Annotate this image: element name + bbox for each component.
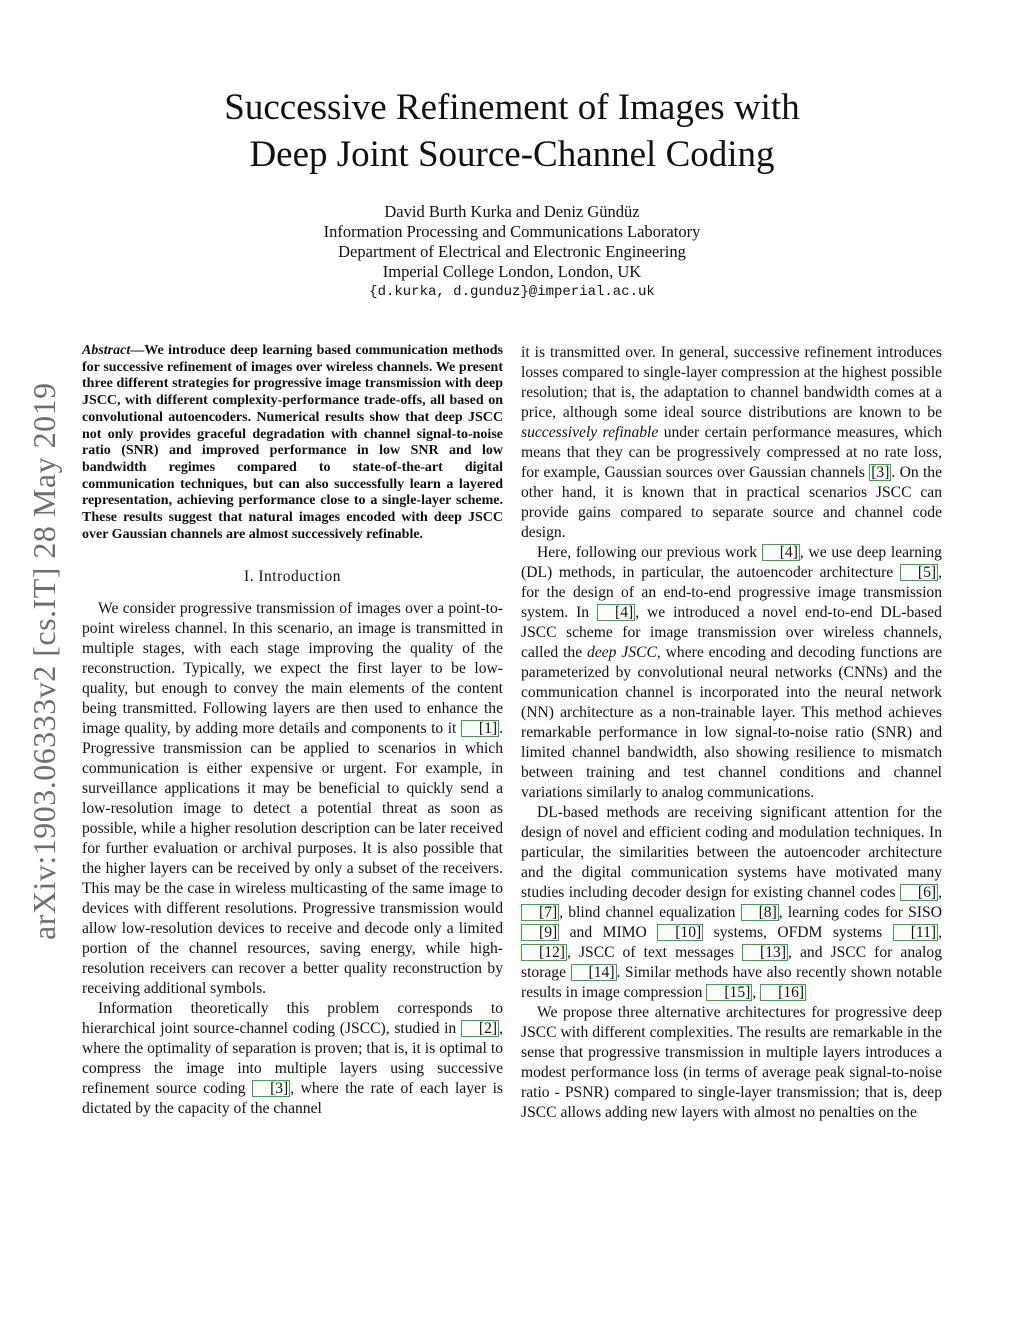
text-run: , for the design of an end-to-end progressive image transmission system. In — [521, 564, 942, 621]
title-line-2: Deep Joint Source-Channel Coding — [249, 134, 775, 175]
section-heading-introduction: I. Introduction — [243, 568, 342, 586]
text-run: . Progressive transmission can be applied to scenarios in which communication is either expensive or urgent. For example, in surveillance applications it may be beneficial to quickly send a low-resolution image to detect a potential threat as soon as possible, while a higher resolution description can be later received for further evaluation or archival purposes. It is also possible that the higher layers can be received by only a subset of the receivers. This may be the case in wireless multicasting of the same image to devices with different resolutions. Progressive transmission would allow low-resolution devices to receive and decode only a limited portion of the channel resources, saving energy, while high-resolution receivers can recover a better quality reconstruction by receiving additional symbols. — [82, 720, 503, 998]
text-run: . On the other hand, it is known that in practical scenarios JSCC can provide gains compared to separate source and channel code design. — [521, 464, 942, 541]
text-run: . Similar methods have also recently shown notable results in image compression — [521, 964, 942, 1001]
intro-paragraph-6: We propose three alternative architectures for progressive deep JSCC with different complexities. The results are remarkable in the sense that progressive transmission in multiple layers introduces a modest performance loss (in terms of average peak signal-to-noise ratio - PSNR) compared to single-layer transmission; that is, deep JSCC allows adding new layers with almost no penalties on the — [521, 1004, 942, 1121]
citation-link[interactable]: [9] — [521, 924, 559, 941]
text-run: , blind channel equalization — [559, 904, 741, 921]
paper-title — [0, 84, 1024, 178]
citation-link[interactable]: [4] — [597, 604, 635, 621]
right-column — [521, 343, 942, 1123]
citation-link[interactable]: [3] — [252, 1080, 290, 1097]
affiliation-institution: Imperial College London, London, UK — [382, 262, 642, 281]
text-run: We consider progressive transmission of images over a point-to-point wireless channel. In this scenario, an image is transmitted in multiple stages, with each stage improving the quality of the reconstruction. Typically, we expect the first layer to be low-quality, but enough to convey the main elements of the content being transmitted. Following layers are then used to enhance the image quality, by adding more details and components to it — [82, 600, 503, 738]
intro-paragraph-1 — [82, 599, 503, 999]
abstract-body: —We introduce deep learning based communication methods for successive refinement of images over wireless channels. We present three different strategies for progressive image transmission with deep JSCC, with different complexity-performance trade-offs, all based on convolutional autoencoders. Numerical results show that deep JSCC not only provides graceful degradation with channel signal-to-noise ratio (SNR) and improved performance in low SNR and low bandwidth regimes compared to state-of-the-art digital communication techniques, but can also successfully learn a layered representation, achieving performance close to a single-layer scheme. These results suggest that natural images encoded with deep JSCC over Gaussian channels are almost successively refinable. — [82, 343, 503, 542]
intro-paragraph-2 — [82, 999, 503, 1119]
intro-paragraph-4 — [521, 543, 942, 803]
emphasis-text: successively refinable — [521, 424, 659, 441]
citation-link[interactable]: [6] — [900, 884, 938, 901]
citation-link[interactable]: [5] — [900, 564, 938, 581]
text-run: , we introduced a novel end-to-end DL-based JSCC scheme for image transmission over wireless channels, called the — [521, 604, 942, 661]
abstract-lead: Abstract — [82, 343, 131, 358]
intro-paragraph-5: DL-based methods are receiving significant attention for the design of novel and efficient coding and modulation techniques. In particular, the similarities between the autoencoder architecture and the digital communication systems have motivated many studies including decoder design for existing channel codes [6] , [7] , blind channel equalization [8] , learning codes for SISO [9] and MIMO [10] systems, OFDM systems [11] , [12] , JSCC of text messages [13] , and JSCC for analog storage [14] . Similar methods have also recently shown notable results in image compression [15] , [16] — [521, 804, 942, 1001]
citation-link[interactable]: [2] — [461, 1020, 499, 1037]
text-run: , where encoding and decoding functions are parameterized by convolutional neural networks (CNNs) and the communication channel is incorporated into the neural network (NN) architecture as a non-trainable layer. This method achieves remarkable performance in low signal-to-noise ratio (SNR) and limited channel bandwidth, also showing resilience to mismatch between training and test channel conditions and channel variations similarly to analog communications. — [521, 644, 943, 801]
arxiv-identifier: arXiv:1903.06333v2 [cs.IT] 28 May 2019 — [26, 382, 62, 940]
affiliation-lab: Information Processing and Communications Laboratory — [323, 222, 701, 241]
left-column — [82, 343, 503, 1119]
author-names: David Burth Kurka and Deniz Gündüz — [384, 202, 640, 221]
citation-link[interactable]: [8] — [741, 904, 779, 921]
text-run: under certain performance measures, which means that they can be progressively compressed at no rate loss, for example, Gaussian sources over Gaussian channels — [521, 424, 942, 481]
citation-link[interactable]: [1] — [461, 720, 499, 737]
author-emails: {d.kurka, d.gunduz}@imperial.ac.uk — [369, 284, 655, 300]
text-run: Here, following our previous work — [537, 544, 762, 561]
affiliation-department: Department of Electrical and Electronic Engineering — [338, 242, 686, 261]
title-line-1: Successive Refinement of Images with — [224, 87, 800, 128]
text-run: DL-based methods are receiving significant attention for the design of novel and efficient coding and modulation techniques. In particular, the similarities between the autoencoder architecture and the digital communication systems have motivated many studies including decoder design for existing channel codes — [521, 804, 942, 901]
abstract — [82, 343, 503, 543]
text-run: , where the optimality of separation is proven; that is, it is optimal to compress the image into multiple layers using successive refinement source coding — [82, 1020, 503, 1098]
citation-link[interactable]: [11] — [893, 924, 938, 941]
citation-link[interactable]: [16] — [760, 984, 806, 1001]
citation-link[interactable]: [4] — [762, 544, 800, 561]
citation-link[interactable]: [14] — [571, 964, 617, 981]
citation-link[interactable]: [12] — [521, 944, 567, 961]
text-run: systems, OFDM systems — [703, 924, 893, 941]
citation-link[interactable]: [13] — [742, 944, 788, 961]
intro-paragraph-3 — [521, 343, 942, 543]
citation-link[interactable]: [15] — [706, 984, 752, 1001]
emphasis-text: deep JSCC — [587, 644, 657, 661]
text-run: Information theoretically this problem corresponds to hierarchical joint source-channel coding (JSCC), studied in — [82, 1000, 503, 1038]
text-run: and MIMO — [559, 924, 658, 941]
text-run: , JSCC of text messages — [566, 944, 743, 961]
citation-link[interactable]: [10] — [657, 924, 703, 941]
text-run: , and JSCC for analog storage — [521, 944, 942, 981]
citation-link[interactable]: [7] — [521, 904, 559, 921]
citation-link[interactable]: [3] — [871, 464, 890, 481]
text-run: , where the rate of each layer is dictated by the capacity of the channel — [82, 1080, 503, 1118]
text-run: , we use deep learning (DL) methods, in particular, the autoencoder architecture — [521, 544, 942, 581]
text-run: , learning codes for SISO — [778, 904, 942, 921]
text-run: it is transmitted over. In general, successive refinement introduces losses compared to single-layer compression at the highest possible resolution; that is, the adaptation to channel bandwidth comes at a price, although some ideal source distributions are known to be — [521, 344, 942, 421]
author-block — [0, 202, 1024, 302]
